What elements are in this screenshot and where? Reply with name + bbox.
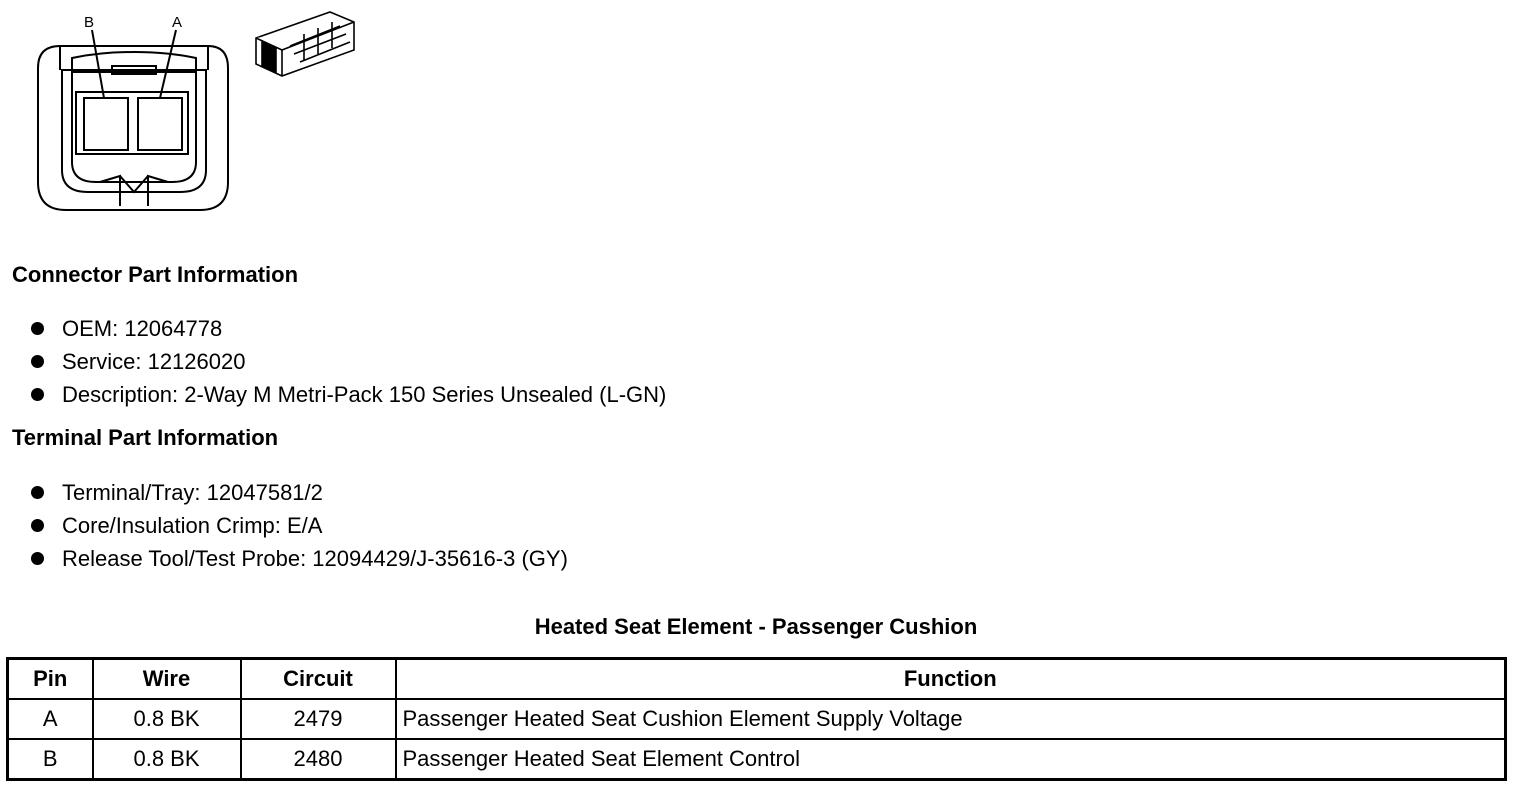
cell-wire: 0.8 BK bbox=[93, 699, 241, 739]
bullet-icon bbox=[31, 486, 44, 499]
header-pin: Pin bbox=[8, 659, 93, 700]
bullet-icon bbox=[31, 322, 44, 335]
cell-function: Passenger Heated Seat Cushion Element Supply Voltage bbox=[396, 699, 1506, 739]
header-function: Function bbox=[396, 659, 1506, 700]
bullet-icon bbox=[31, 519, 44, 532]
connector-info-title: Connector Part Information bbox=[12, 262, 299, 287]
pin-b-label: B bbox=[84, 14, 95, 31]
cell-pin: B bbox=[8, 739, 93, 780]
cell-function: Passenger Heated Seat Element Control bbox=[396, 739, 1506, 780]
connector-face-diagram bbox=[0, 0, 370, 220]
bullet-icon bbox=[31, 388, 44, 401]
cell-wire: 0.8 BK bbox=[93, 739, 241, 780]
list-item: Release Tool/Test Probe: 12094429/J-35616-3 (GY) bbox=[28, 542, 568, 575]
pinout-table-title: Heated Seat Element - Passenger Cushion bbox=[534, 614, 978, 639]
terminal-info-title: Terminal Part Information bbox=[12, 425, 279, 450]
table-row bbox=[8, 699, 1506, 739]
connector-info-list bbox=[28, 312, 666, 411]
pinout-table bbox=[6, 657, 1507, 781]
bullet-icon bbox=[31, 355, 44, 368]
pin-a-label: A bbox=[172, 14, 183, 31]
table-row bbox=[8, 739, 1506, 780]
list-item: Terminal/Tray: 12047581/2 bbox=[28, 476, 568, 509]
header-circuit: Circuit bbox=[241, 659, 396, 700]
list-item: Core/Insulation Crimp: E/A bbox=[28, 509, 568, 542]
cell-pin: A bbox=[8, 699, 93, 739]
connector-isometric-icon bbox=[256, 12, 354, 76]
cell-circuit: 2480 bbox=[241, 739, 396, 780]
cell-circuit: 2479 bbox=[241, 699, 396, 739]
terminal-info-list bbox=[28, 476, 568, 575]
table-header-row bbox=[8, 659, 1506, 700]
bullet-icon bbox=[31, 552, 44, 565]
header-wire: Wire bbox=[93, 659, 241, 700]
list-item: OEM: 12064778 bbox=[28, 312, 666, 345]
list-item: Description: 2-Way M Metri-Pack 150 Series Unsealed (L-GN) bbox=[28, 378, 666, 411]
list-item: Service: 12126020 bbox=[28, 345, 666, 378]
